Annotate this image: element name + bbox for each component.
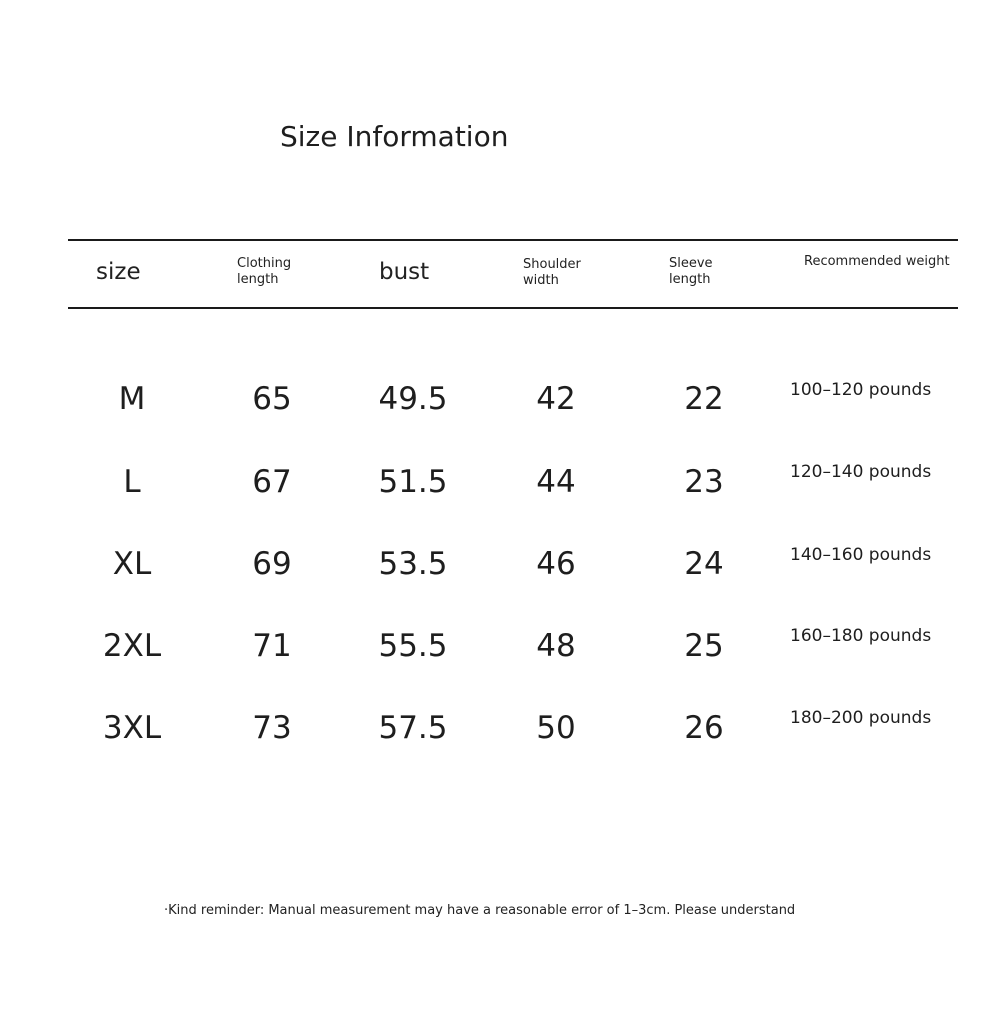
cell-bust: 53.5 bbox=[378, 546, 448, 582]
cell-bust: 51.5 bbox=[378, 464, 448, 500]
cell-shoulder-width: 48 bbox=[536, 628, 576, 664]
cell-weight: 120–140 pounds bbox=[790, 462, 932, 482]
cell-weight: 100–120 pounds bbox=[790, 380, 932, 400]
cell-sleeve-length: 22 bbox=[684, 381, 724, 417]
measurement-note: ·Kind reminder: Manual measurement may have a reasonable error of 1–3cm. Please understand bbox=[164, 903, 796, 918]
cell-shoulder-width: 42 bbox=[536, 381, 576, 417]
header-clothing-length-line2: length bbox=[237, 272, 279, 287]
cell-clothing-length: 69 bbox=[252, 546, 292, 582]
cell-shoulder-width: 46 bbox=[536, 546, 576, 582]
header-sleeve-length-line2: length bbox=[669, 272, 711, 287]
table-top-rule bbox=[68, 239, 958, 241]
cell-bust: 55.5 bbox=[378, 628, 448, 664]
cell-clothing-length: 67 bbox=[252, 464, 292, 500]
header-sleeve-length bbox=[669, 256, 713, 288]
header-bust: bust bbox=[379, 259, 430, 285]
cell-size: 3XL bbox=[102, 710, 162, 746]
cell-size: M bbox=[118, 381, 146, 417]
header-sleeve-length-line1: Sleeve bbox=[669, 256, 713, 271]
cell-sleeve-length: 26 bbox=[684, 710, 724, 746]
cell-bust: 49.5 bbox=[378, 381, 448, 417]
cell-size: XL bbox=[112, 546, 152, 582]
header-size: size bbox=[96, 259, 141, 285]
cell-weight: 140–160 pounds bbox=[790, 545, 932, 565]
header-shoulder-width bbox=[523, 257, 581, 289]
cell-size: 2XL bbox=[102, 628, 162, 664]
header-recommended-weight: Recommended weight bbox=[804, 254, 950, 269]
header-shoulder-width-line1: Shoulder bbox=[523, 257, 581, 272]
table-header-rule bbox=[68, 307, 958, 309]
cell-weight: 180–200 pounds bbox=[790, 708, 932, 728]
cell-weight: 160–180 pounds bbox=[790, 626, 932, 646]
cell-bust: 57.5 bbox=[378, 710, 448, 746]
header-clothing-length bbox=[237, 256, 291, 288]
cell-sleeve-length: 24 bbox=[684, 546, 724, 582]
header-shoulder-width-line2: width bbox=[523, 273, 559, 288]
header-clothing-length-line1: Clothing bbox=[237, 256, 292, 271]
cell-sleeve-length: 25 bbox=[684, 628, 724, 664]
cell-shoulder-width: 50 bbox=[536, 710, 576, 746]
cell-shoulder-width: 44 bbox=[536, 464, 576, 500]
cell-clothing-length: 71 bbox=[252, 628, 292, 664]
cell-size: L bbox=[123, 464, 141, 500]
cell-clothing-length: 73 bbox=[252, 710, 292, 746]
cell-clothing-length: 65 bbox=[252, 381, 292, 417]
cell-sleeve-length: 23 bbox=[684, 464, 724, 500]
page-title: Size Information bbox=[280, 120, 509, 153]
